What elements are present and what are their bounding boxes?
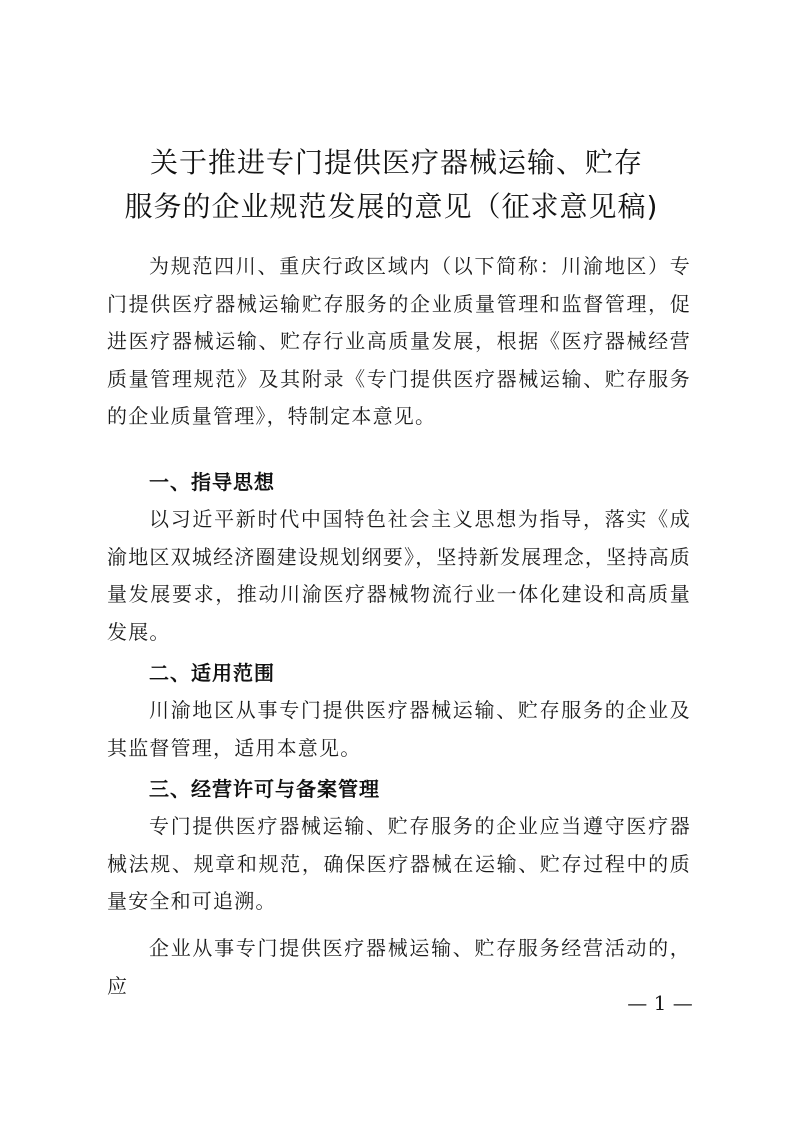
intro-paragraph: 为规范四川、重庆行政区域内（以下简称：川渝地区）专门提供医疗器械运输贮存服务的企业质量管理和监督管理，促进医疗器械运输、贮存行业高质量发展，根据《医疗器械经营质量管理规范》及其附录《专门提供医疗器械运输、贮存服务的企业质量管理》，特制定本意见。 [107, 254, 691, 428]
section-heading-scope: 二、适用范围 [149, 661, 275, 685]
page-number: — 1 — [627, 991, 693, 1015]
document-title-line-2: 服务的企业规范发展的意见（征求意见稿) [124, 190, 659, 223]
section-paragraph: 川渝地区从事专门提供医疗器械运输、贮存服务的企业及其监督管理，适用本意见。 [107, 698, 691, 760]
document-title-line-1: 关于推进专门提供医疗器械运输、贮存 [149, 146, 643, 179]
section-heading-licensing: 三、经营许可与备案管理 [149, 777, 380, 801]
section-paragraph: 专门提供医疗器械运输、贮存服务的企业应当遵守医疗器械法规、规章和规范，确保医疗器械在运输、贮存过程中的质量安全和可追溯。 [107, 814, 691, 913]
section-paragraph: 以习近平新时代中国特色社会主义思想为指导，落实《成渝地区双城经济圈建设规划纲要》，坚持新发展理念，坚持高质量发展要求，推动川渝医疗器械物流行业一体化建设和高质量发展。 [107, 507, 691, 644]
section-paragraph: 企业从事专门提供医疗器械运输、贮存服务经营活动的，应 [107, 936, 691, 998]
section-heading-guiding-ideology: 一、指导思想 [149, 470, 275, 494]
